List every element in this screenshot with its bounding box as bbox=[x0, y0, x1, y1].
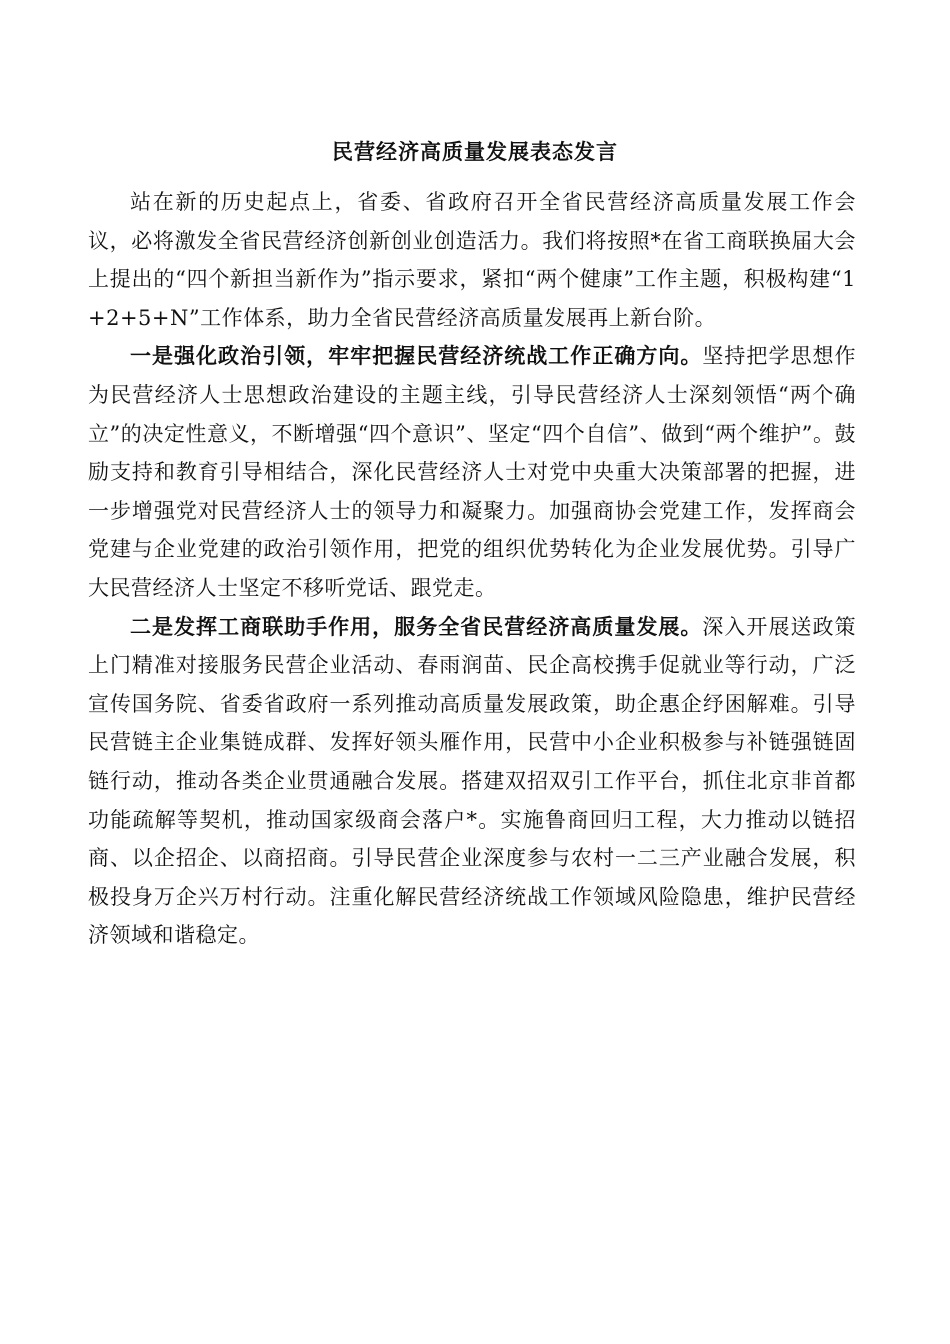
paragraph-point-two bbox=[88, 608, 856, 955]
paragraph-point-two-heading: 二是发挥工商联助手作用，服务全省民营经济高质量发展。 bbox=[130, 613, 703, 639]
paragraph-intro bbox=[88, 183, 856, 337]
paragraph-intro-text: 站在新的历史起点上，省委、省政府召开全省民营经济高质量发展工作会议，必将激发全省民营经济创新创业创造活力。我们将按照*在省工商联换届大会上提出的“四个新担当新作为”指示要求，紧扣“两个健康”工作主题，积极构建“1+2+5+N”工作体系，助力全省民营经济高质量发展再上新台阶。 bbox=[88, 190, 856, 330]
paragraph-point-two-text: 深入开展送政策上门精准对接服务民营企业活动、春雨润苗、民企高校携手促就业等行动，广泛宣传国务院、省委省政府一系列推动高质量发展政策，助企惠企纾困解难。引导民营链主企业集链成群、发挥好领头雁作用，民营中小企业积极参与补链强链固链行动，推动各类企业贯通融合发展。搭建双招双引工作平台，抓住北京非首都功能疏解等契机，推动国家级商会落户*。实施鲁商回归工程，大力推动以链招商、以企招企、以商招商。引导民营企业深度参与农村一二三产业融合发展，积极投身万企兴万村行动。注重化解民营经济统战工作领域风险隐患，维护民营经济领域和谐稳定。 bbox=[88, 614, 856, 948]
paragraph-point-one-heading: 一是强化政治引领，牢牢把握民营经济统战工作正确方向。 bbox=[130, 343, 703, 369]
paragraph-point-one-text: 坚持把学思想作为民营经济人士思想政治建设的主题主线，引导民营经济人士深刻领悟“两个确立”的决定性意义，不断增强“四个意识”、坚定“四个自信”、做到“两个维护”。鼓励支持和教育引导相结合，深化民营经济人士对党中央重大决策部署的把握，进一步增强党对民营经济人士的领导力和凝聚力。加强商协会党建工作，发挥商会党建与企业党建的政治引领作用，把党的组织优势转化为企业发展优势。引导广大民营经济人士坚定不移听党话、跟党走。 bbox=[88, 344, 856, 600]
paragraph-point-one bbox=[88, 337, 856, 607]
document-title: 民营经济高质量发展表态发言 bbox=[332, 139, 618, 164]
document-body bbox=[88, 183, 856, 955]
